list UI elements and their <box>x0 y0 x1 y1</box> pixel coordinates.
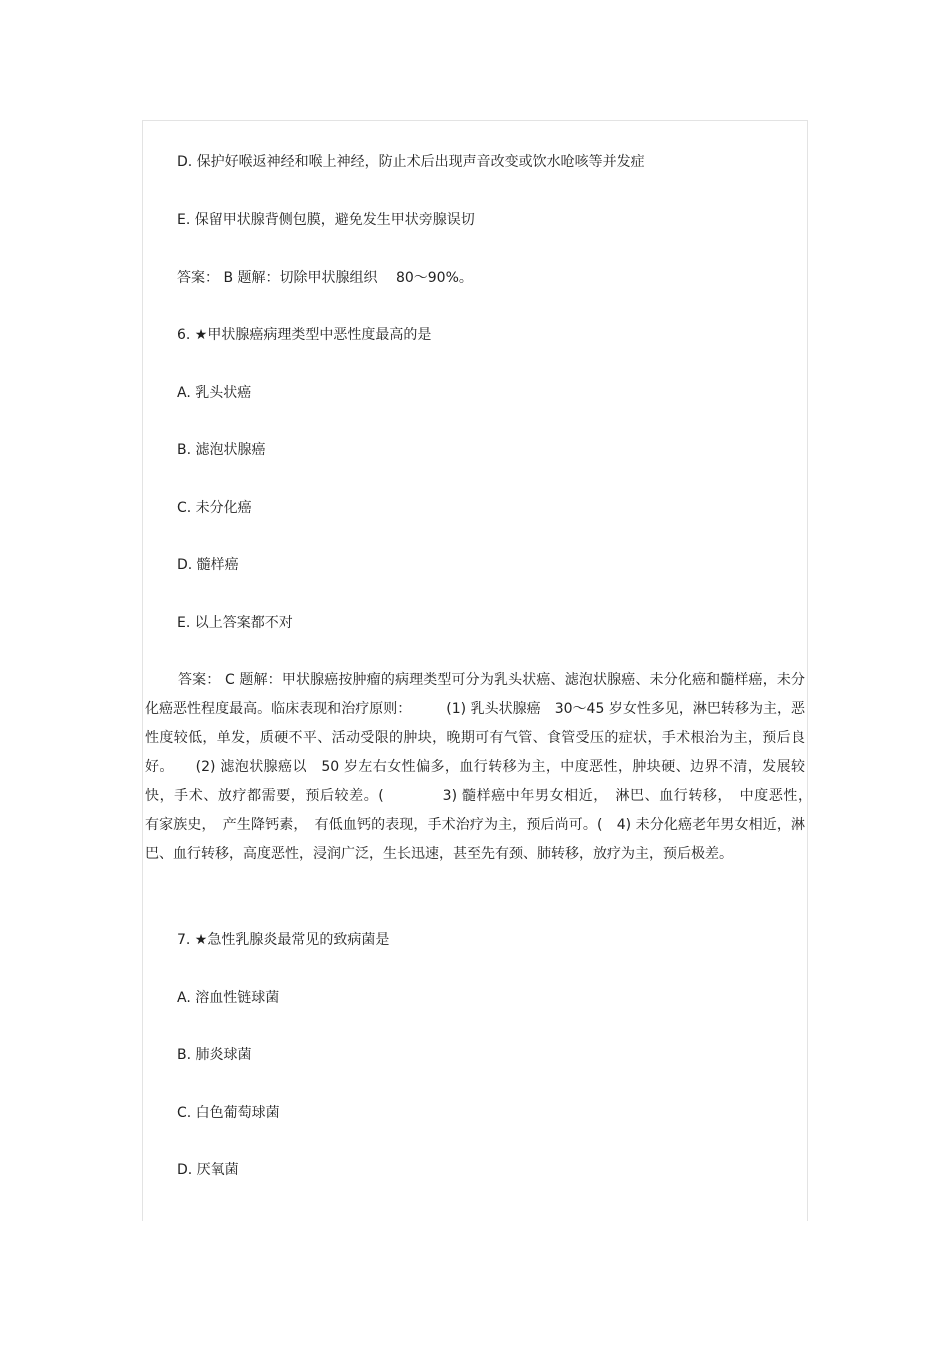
q5-option-d: D. 保护好喉返神经和喉上神经，防止术后出现声音改变或饮水呛咳等并发症 <box>177 154 645 170</box>
q7-option-b: B. 肺炎球菌 <box>177 1047 252 1063</box>
q7-stem: 7. ★急性乳腺炎最常见的致病菌是 <box>177 932 390 948</box>
q7-option-c: C. 白色葡萄球菌 <box>177 1105 280 1121</box>
q6-option-e: E. 以上答案都不对 <box>177 615 293 631</box>
q7-option-d: D. 厌氧菌 <box>177 1162 239 1178</box>
q6-option-d: D. 髓样癌 <box>177 557 239 573</box>
q6-answer-explanation: 答案： C 题解：甲状腺癌按肿瘤的病理类型可分为乳头状癌、滤泡状腺癌、未分化癌和髓样癌，未分化癌恶性程度最高。临床表现和治疗原则： (1) 乳头状腺癌 30～45 岁女性多见，淋巴转移为主，恶性度较低，单发，质硬不平、活动受限的肿块，晚期可有气管、食管受压的症状，手术根治为主，预后良好。 (2) 滤泡状腺癌以 50 岁左右女性偏多，血行转移为主，中度恶性，肿块硬、边界不清，发展较快，手术、放疗都需要，预后较差。( 3) 髓样癌中年男女相近， 淋巴、血行转移， 中度恶性， 有家族史， 产生降钙素， 有低血钙的表现，手术治疗为主，预后尚可。( 4) 未分化癌老年男女相近，淋巴、血行转移，高度恶性，浸润广泛，生长迅速，甚至先有颈、肺转移，放疗为主，预后极差。 <box>145 672 819 862</box>
q6-stem: 6. ★甲状腺癌病理类型中恶性度最高的是 <box>177 327 432 343</box>
q6-option-c: C. 未分化癌 <box>177 500 252 516</box>
q7-option-a: A. 溶血性链球菌 <box>177 990 280 1006</box>
q6-option-b: B. 滤泡状腺癌 <box>177 442 266 458</box>
q6-option-a: A. 乳头状癌 <box>177 385 252 401</box>
q5-option-e: E. 保留甲状腺背侧包膜，避免发生甲状旁腺误切 <box>177 212 475 228</box>
q5-answer: 答案： B 题解：切除甲状腺组织 80～90%。 <box>177 270 473 286</box>
